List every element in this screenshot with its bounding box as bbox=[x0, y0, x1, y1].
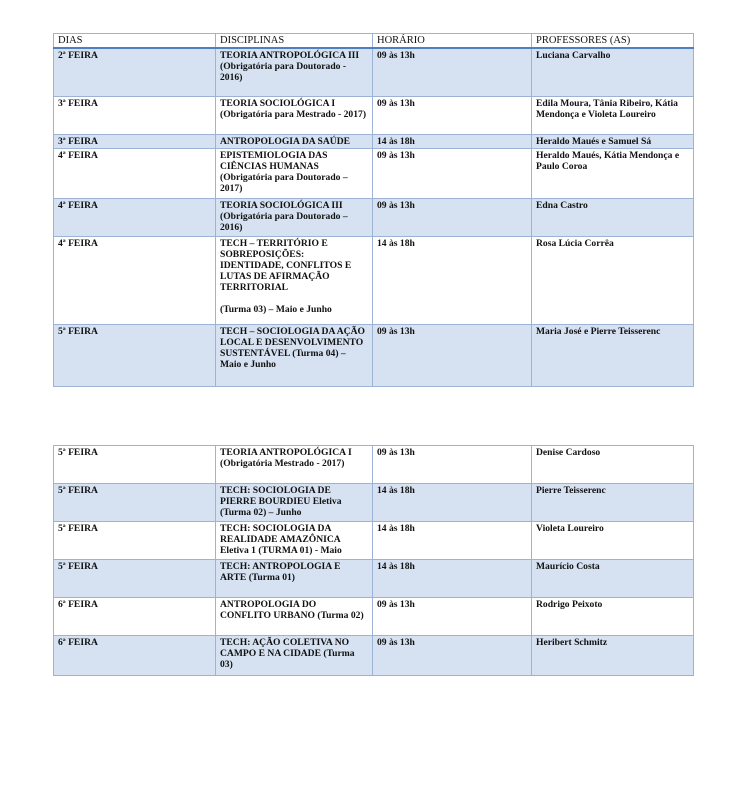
table-row bbox=[54, 324, 694, 386]
cell-disciplina: TECH: AÇÃO COLETIVA NO CAMPO E NA CIDADE (Turma 03) bbox=[216, 636, 373, 676]
schedule-table bbox=[53, 445, 694, 676]
cell-disciplina: TEORIA SOCIOLÓGICA III (Obrigatória para Doutorado – 2016) bbox=[216, 198, 373, 236]
cell-professores: Denise Cardoso bbox=[532, 446, 694, 484]
header-disciplinas: DISCIPLINAS bbox=[216, 34, 373, 49]
cell-horario: 09 às 13h bbox=[373, 598, 532, 636]
cell-disciplina: TECH – SOCIOLOGIA DA AÇÃO LOCAL E DESENVOLVIMENTO SUSTENTÁVEL (Turma 04) – Maio e Junho bbox=[216, 324, 373, 386]
table-row bbox=[54, 48, 694, 96]
table-header-row bbox=[54, 34, 694, 49]
table-row bbox=[54, 560, 694, 598]
cell-horario: 14 às 18h bbox=[373, 484, 532, 522]
cell-disciplina: ANTROPOLOGIA DA SAÚDE bbox=[216, 134, 373, 148]
cell-dia: 5ª FEIRA bbox=[54, 522, 216, 560]
cell-dia: 6ª FEIRA bbox=[54, 636, 216, 676]
table-row bbox=[54, 134, 694, 148]
cell-dia: 5ª FEIRA bbox=[54, 484, 216, 522]
header-professores: PROFESSORES (AS) bbox=[532, 34, 694, 49]
cell-dia: 3ª FEIRA bbox=[54, 134, 216, 148]
cell-horario: 09 às 13h bbox=[373, 198, 532, 236]
cell-professores: Heraldo Maués, Kátia Mendonça e Paulo Coroa bbox=[532, 148, 694, 198]
cell-horario: 09 às 13h bbox=[373, 636, 532, 676]
cell-professores: Edila Moura, Tânia Ribeiro, Kátia Mendonça e Violeta Loureiro bbox=[532, 96, 694, 134]
table-row bbox=[54, 148, 694, 198]
cell-professores: Heribert Schmitz bbox=[532, 636, 694, 676]
cell-disciplina: EPISTEMIOLOGIA DAS CIÊNCIAS HUMANAS (Obrigatória para Doutorado – 2017) bbox=[216, 148, 373, 198]
schedule-table-1 bbox=[53, 33, 693, 387]
cell-horario: 09 às 13h bbox=[373, 446, 532, 484]
cell-dia: 5ª FEIRA bbox=[54, 560, 216, 598]
table-row bbox=[54, 446, 694, 484]
table-row bbox=[54, 198, 694, 236]
header-horario: HORÁRIO bbox=[373, 34, 532, 49]
cell-dia: 5ª FEIRA bbox=[54, 324, 216, 386]
cell-dia: 6ª FEIRA bbox=[54, 598, 216, 636]
cell-horario: 09 às 13h bbox=[373, 96, 532, 134]
table-row bbox=[54, 522, 694, 560]
cell-professores: Rodrigo Peixoto bbox=[532, 598, 694, 636]
cell-professores: Pierre Teisserenc bbox=[532, 484, 694, 522]
cell-disciplina: TEORIA ANTROPOLÓGICA III (Obrigatória para Doutorado - 2016) bbox=[216, 48, 373, 96]
cell-professores: Luciana Carvalho bbox=[532, 48, 694, 96]
cell-horario: 14 às 18h bbox=[373, 560, 532, 598]
cell-horario: 09 às 13h bbox=[373, 48, 532, 96]
cell-professores: Heraldo Maués e Samuel Sá bbox=[532, 134, 694, 148]
schedule-table-2 bbox=[53, 445, 693, 676]
cell-horario: 09 às 13h bbox=[373, 324, 532, 386]
cell-dia: 3ª FEIRA bbox=[54, 96, 216, 134]
cell-disciplina: TEORIA ANTROPOLÓGICA I (Obrigatória Mestrado - 2017) bbox=[216, 446, 373, 484]
table-row bbox=[54, 96, 694, 134]
cell-disciplina: TECH: SOCIOLOGIA DA REALIDADE AMAZÔNICA Eletiva 1 (TURMA 01) - Maio bbox=[216, 522, 373, 560]
cell-dia: 5ª FEIRA bbox=[54, 446, 216, 484]
cell-disciplina: TEORIA SOCIOLÓGICA I (Obrigatória para Mestrado - 2017) bbox=[216, 96, 373, 134]
cell-disciplina: ANTROPOLOGIA DO CONFLITO URBANO (Turma 02) bbox=[216, 598, 373, 636]
cell-professores: Maurício Costa bbox=[532, 560, 694, 598]
schedule-table bbox=[53, 33, 694, 387]
cell-horario: 14 às 18h bbox=[373, 134, 532, 148]
table-row bbox=[54, 484, 694, 522]
header-dias: DIAS bbox=[54, 34, 216, 49]
cell-dia: 4ª FEIRA bbox=[54, 198, 216, 236]
cell-disciplina: TECH – TERRITÓRIO E SOBREPOSIÇÕES: IDENTIDADE, CONFLITOS E LUTAS DE AFIRMAÇÃO TERRITORIAL (Turma 03) – Maio e Junho bbox=[216, 236, 373, 324]
table-row bbox=[54, 598, 694, 636]
cell-professores: Edna Castro bbox=[532, 198, 694, 236]
cell-professores: Rosa Lúcia Corrêa bbox=[532, 236, 694, 324]
cell-professores: Maria José e Pierre Teisserenc bbox=[532, 324, 694, 386]
cell-disciplina: TECH: SOCIOLOGIA DE PIERRE BOURDIEU Eletiva (Turma 02) – Junho bbox=[216, 484, 373, 522]
cell-horario: 14 às 18h bbox=[373, 236, 532, 324]
cell-dia: 4ª FEIRA bbox=[54, 148, 216, 198]
cell-horario: 14 às 18h bbox=[373, 522, 532, 560]
table-row bbox=[54, 236, 694, 324]
table-row bbox=[54, 636, 694, 676]
cell-dia: 4ª FEIRA bbox=[54, 236, 216, 324]
cell-dia: 2ª FEIRA bbox=[54, 48, 216, 96]
cell-horario: 09 às 13h bbox=[373, 148, 532, 198]
cell-professores: Violeta Loureiro bbox=[532, 522, 694, 560]
cell-disciplina: TECH: ANTROPOLOGIA E ARTE (Turma 01) bbox=[216, 560, 373, 598]
